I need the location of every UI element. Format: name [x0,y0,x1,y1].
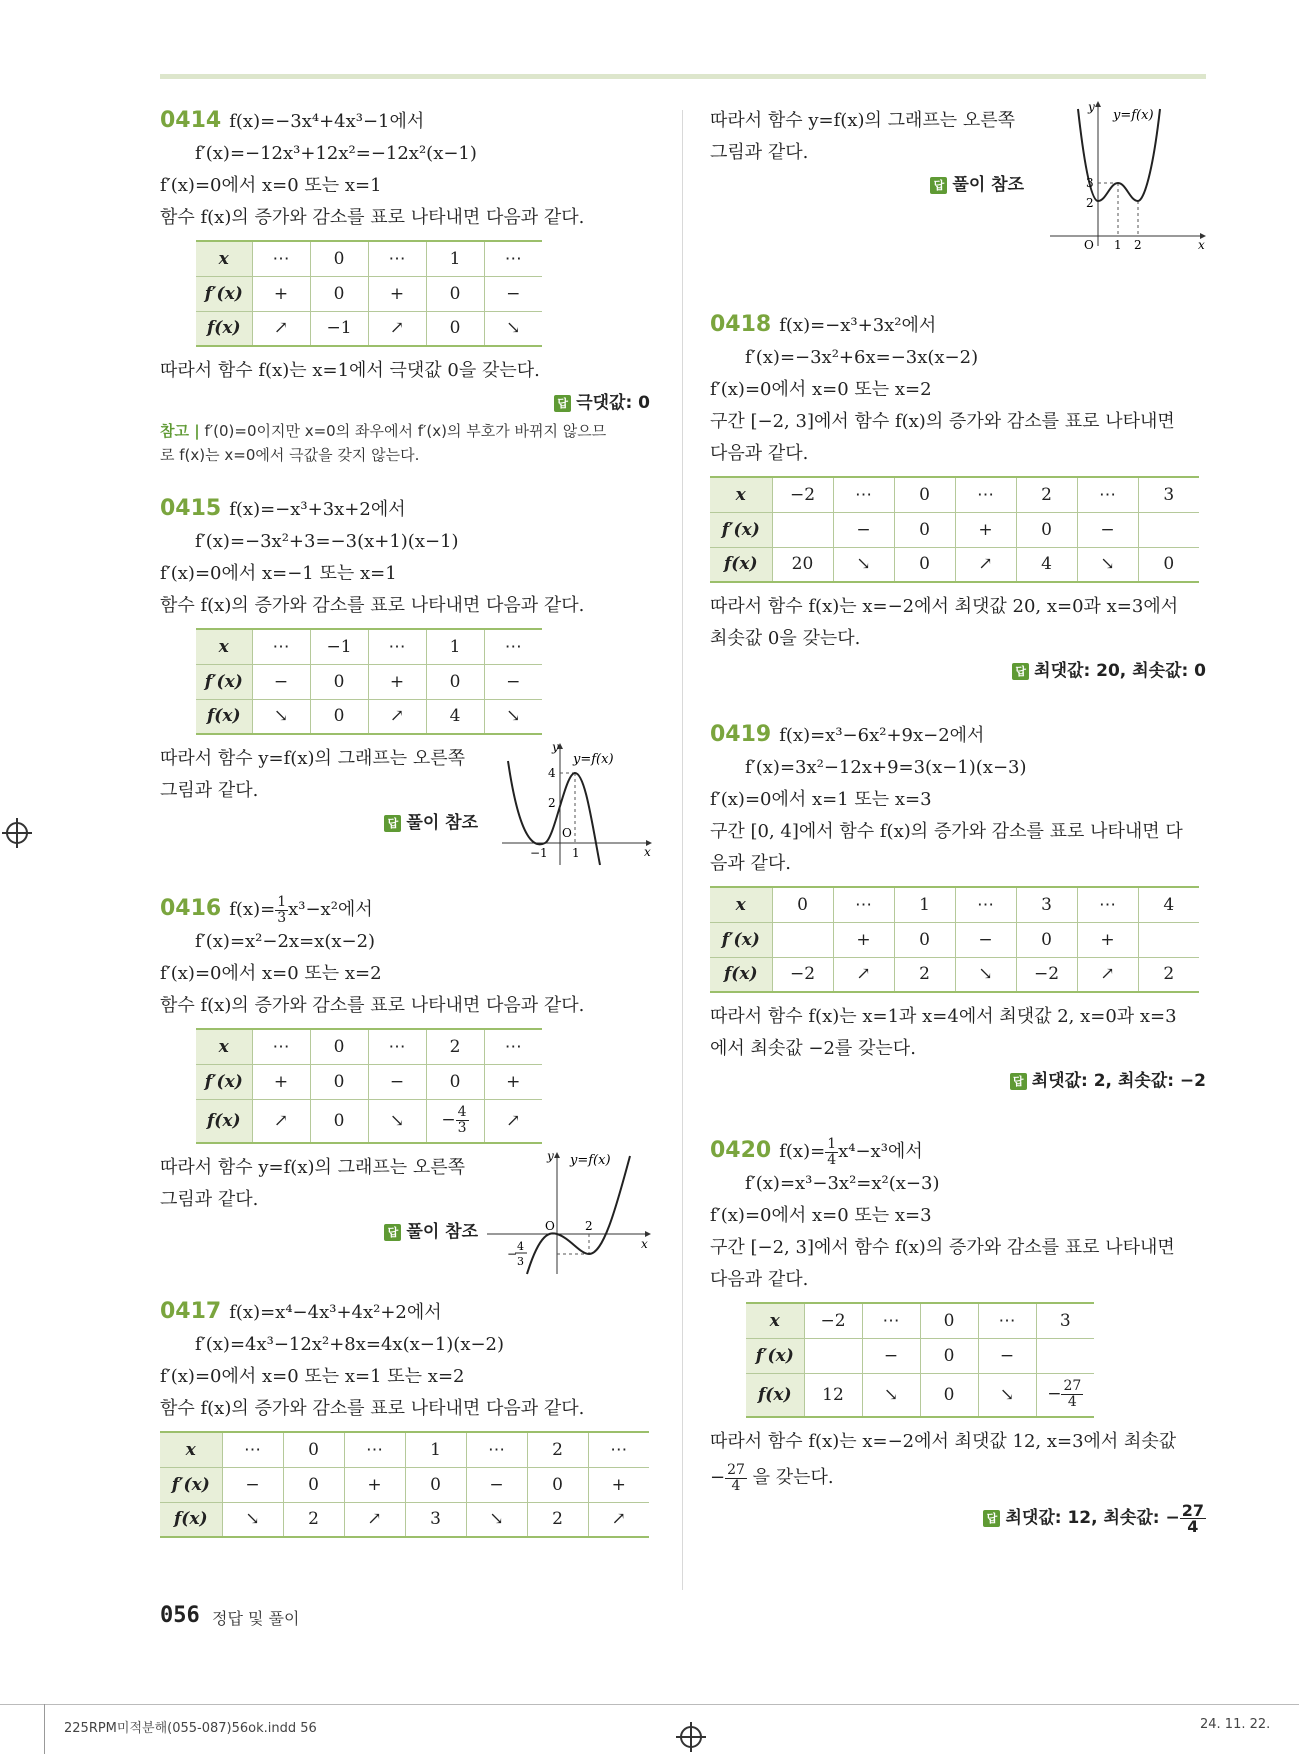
table-cell: + [252,1064,310,1099]
zeros-line: f′(x)=0에서 x=0 또는 x=1 또는 x=2 [160,1366,465,1387]
intro-line: 함수 f(x)의 증가와 감소를 표로 나타내면 다음과 같다. [160,995,585,1016]
min-value-cell: − $\frac{4}{3}$ [426,1099,484,1143]
svg-text:O: O [562,826,572,840]
table-cell: ⋯ [484,1029,542,1064]
conclusion-line-2: 그림과 같다. [710,142,809,163]
svg-text:3: 3 [1086,176,1094,190]
table-cell: ⋯ [252,241,310,276]
variation-table [160,1431,649,1538]
fraction: $\frac{1}{4}$ [827,1135,837,1168]
table-cell: 0 [283,1467,344,1502]
table-cell [772,512,833,547]
registration-mark-icon [680,1726,702,1748]
table-cell: ⋯ [252,629,310,664]
table-cell: − [466,1467,527,1502]
table-cell: 2 [426,1029,484,1064]
svg-text:x: x [644,845,651,859]
table-cell: x [710,887,772,922]
svg-text:O: O [545,1219,555,1233]
table-cell: 0 [894,547,955,582]
table-cell: ⋯ [862,1303,920,1338]
table-cell: 0 [894,477,955,512]
section-label: 정답 및 풀이 [212,1609,300,1628]
table-cell: + [368,664,426,699]
zeros-line: f′(x)=0에서 x=0 또는 x=3 [710,1205,932,1226]
svg-text:1: 1 [1114,238,1122,252]
crop-tick [44,1704,45,1754]
table-cell: f′(x) [160,1467,222,1502]
answer: 답 극댓값: 0 [160,387,650,419]
svg-text:y: y [1088,100,1095,114]
problem-number: 0415 [160,496,222,521]
table-cell: ⋯ [833,887,894,922]
problem-number: 0419 [710,722,772,747]
svg-text:2: 2 [585,1219,593,1233]
page-number: 056 [160,1603,200,1628]
table-cell: 2 [1016,477,1077,512]
table-cell: ⋯ [955,887,1016,922]
table-cell: ↘ [833,547,894,582]
table-cell: 0 [772,887,833,922]
table-cell: 3 [1138,477,1199,512]
intro-line-2: 음과 같다. [710,853,791,874]
table-cell: 3 [1036,1303,1094,1338]
table-cell: x [196,1029,252,1064]
svg-text:2: 2 [1086,196,1094,210]
intro-line: 함수 f(x)의 증가와 감소를 표로 나타내면 다음과 같다. [160,595,585,616]
svg-text:y: y [547,1149,554,1163]
table-cell: + [344,1467,405,1502]
svg-text:x: x [641,1237,648,1251]
svg-text:y=f(x): y=f(x) [1113,108,1154,123]
table-cell: ↗ [368,699,426,734]
table-cell: − [222,1467,283,1502]
table-cell: ↗ [955,547,1016,582]
table-cell [772,922,833,957]
table-cell: −2 [772,477,833,512]
table-cell: ⋯ [368,629,426,664]
table-cell: ↗ [1077,957,1138,992]
graph-0416 [485,1149,650,1277]
table-cell: ↘ [252,699,310,734]
variation-table [196,1028,542,1144]
table-cell: − [484,664,542,699]
problem-header: f(x)=−3x⁴+4x³−1에서 [229,111,425,132]
conclusion-line: 따라서 함수 y=f(x)의 그래프는 오른쪽 [710,110,1016,131]
table-cell: + [588,1467,649,1502]
variation-table [196,628,542,735]
table-cell: ↘ [484,311,542,346]
crop-line [0,1704,1299,1705]
table-cell: f(x) [196,1099,252,1143]
table-cell: ⋯ [368,241,426,276]
table-cell: 0 [405,1467,466,1502]
table-cell: 0 [310,664,368,699]
table-cell [1138,512,1199,547]
variation-table [746,1302,1094,1418]
table-cell: ↘ [955,957,1016,992]
graph-0415 [500,740,651,868]
intro-line: 함수 f(x)의 증가와 감소를 표로 나타내면 다음과 같다. [160,207,585,228]
conclusion-line: 따라서 함수 f(x)는 x=1에서 극댓값 0을 갖는다. [160,360,540,381]
intro-line-2: 다음과 같다. [710,1269,809,1290]
table-cell: − [252,664,310,699]
table-cell: ↘ [1077,547,1138,582]
table-cell: f(x) [196,311,252,346]
table-cell: f(x) [710,957,772,992]
table-cell: 2 [283,1502,344,1537]
table-cell: −2 [772,957,833,992]
intro-line: 구간 [−2, 3]에서 함수 f(x)의 증가와 감소를 표로 나타내면 [710,411,1175,432]
top-rule [160,74,1206,79]
answer-icon: 답 [554,395,571,412]
table-cell: 0 [527,1467,588,1502]
conclusion-line-2: − $\frac{27}{4}$ 을 갖는다. [710,1461,834,1494]
table-cell: + [955,512,1016,547]
table-cell: ↘ [484,699,542,734]
problem-0415 [160,493,650,873]
table-cell: f′(x) [746,1338,804,1373]
table-cell: ↗ [252,1099,310,1143]
svg-text:O: O [1084,238,1094,252]
table-cell: 4 [426,699,484,734]
fraction: $\frac{1}{3}$ [277,893,287,926]
derivative-line: f′(x)=−12x³+12x²=−12x²(x−1) [195,143,477,164]
derivative-line: f′(x)=4x³−12x²+8x=4x(x−1)(x−2) [195,1334,505,1355]
table-cell: − [1077,512,1138,547]
table-cell: 0 [310,699,368,734]
table-cell: 0 [426,276,484,311]
table-cell: − [862,1338,920,1373]
table-cell: f′(x) [196,664,252,699]
table-cell: ⋯ [252,1029,310,1064]
problem-0417 [160,1296,650,1538]
svg-text:y=f(x): y=f(x) [573,752,614,767]
table-cell: ⋯ [484,629,542,664]
zeros-line: f′(x)=0에서 x=0 또는 x=1 [160,175,382,196]
answer: 답 풀이 참조 [710,169,1024,201]
conclusion-line-2: 최솟값 0을 갖는다. [710,628,861,649]
table-cell: f′(x) [196,276,252,311]
problem-number: 0417 [160,1299,222,1324]
table-cell: 0 [894,512,955,547]
svg-text:4: 4 [548,766,556,780]
table-cell: −1 [310,311,368,346]
derivative-line: f′(x)=−3x²+6x=−3x(x−2) [745,347,979,368]
answer-icon: 답 [1012,663,1029,680]
intro-line-2: 다음과 같다. [710,443,809,464]
problem-number: 0420 [710,1138,772,1163]
conclusion-line: 따라서 함수 f(x)는 x=−2에서 최댓값 20, x=0과 x=3에서 [710,596,1179,617]
table-cell: 1 [405,1432,466,1467]
problem-header: f(x)=−x³+3x²에서 [779,315,937,336]
table-cell: − [368,1064,426,1099]
table-cell: 1 [894,887,955,922]
table-cell: ⋯ [1077,477,1138,512]
table-cell: ↘ [978,1373,1036,1417]
table-cell: 0 [426,664,484,699]
table-cell: 0 [920,1303,978,1338]
table-cell: + [833,922,894,957]
problem-0419 [710,719,1206,1097]
answer-icon: 답 [384,815,401,832]
conclusion-line: 따라서 함수 y=f(x)의 그래프는 오른쪽 [160,748,466,769]
table-cell: 0 [310,1064,368,1099]
table-cell: f(x) [160,1502,222,1537]
column-divider [682,110,683,1590]
variation-table [196,240,542,347]
table-cell: −2 [1016,957,1077,992]
intro-line: 함수 f(x)의 증가와 감소를 표로 나타내면 다음과 같다. [160,1398,585,1419]
svg-text:2: 2 [1134,238,1142,252]
answer: 답 최댓값: 2, 최솟값: −2 [710,1065,1206,1097]
svg-text:3: 3 [517,1255,524,1268]
table-cell: 0 [426,311,484,346]
table-cell: 1 [426,629,484,664]
left-column [160,105,650,1546]
table-cell: ⋯ [368,1029,426,1064]
table-cell: 4 [1138,887,1199,922]
table-cell: ↗ [344,1502,405,1537]
answer-icon: 답 [1010,1073,1027,1090]
answer-icon: 답 [930,177,947,194]
table-cell: + [368,276,426,311]
table-cell: 0 [1016,512,1077,547]
table-cell: 3 [1016,887,1077,922]
table-cell: f′(x) [710,512,772,547]
table-cell: ⋯ [955,477,1016,512]
table-cell: ⋯ [588,1432,649,1467]
table-cell: −1 [310,629,368,664]
table-cell: f′(x) [196,1064,252,1099]
table-cell: f′(x) [710,922,772,957]
svg-text:−: − [507,1247,518,1261]
table-cell [1138,922,1199,957]
derivative-line: f′(x)=x²−2x=x(x−2) [195,931,376,952]
file-info: 225RPM미적분해(055-087)56ok.indd 56 [64,1721,317,1736]
table-cell: f(x) [746,1373,804,1417]
svg-text:y: y [552,740,559,754]
problem-0420: 0420 f(x)= $\frac{1}{4}$ x⁴−x³에서 f′(x)=x³−3x²=x²(x−3) f′(x)=0에서 x=0 또는 x=3 구간 [−2, 3]에서 함수 f(x)의 증가와 감소를 표로 나타내면 다음과 같다. x −2 ⋯ 0 ⋯ 3 f′(x) − 0 − f(x) 12 ↘ 0 ↘ − $\frac{27}{4}$ 따라서 함수 f(x)는 x=−2에서 최댓값 12, x=3에서 최솟값 − $\frac{27}{4}$ 을 갖는다. 답 최댓값: 12, 최솟값: − $\frac{27}{4}$ [710,1135,1204,1536]
svg-text:4: 4 [517,1240,524,1253]
table-cell: ↗ [252,311,310,346]
table-cell: ⋯ [1077,887,1138,922]
note-cont: 로 f(x)는 x=0에서 극값을 갖지 않는다. [160,446,420,464]
problem-header: f(x)=x³−6x²+9x−2에서 [779,725,985,746]
table-cell: 0 [920,1373,978,1417]
answer: 답 최댓값: 12, 최솟값: − $\frac{27}{4}$ [710,1502,1206,1534]
table-cell: x [710,477,772,512]
registration-mark-icon [6,822,28,844]
table-cell: ↗ [484,1099,542,1143]
table-cell: 0 [920,1338,978,1373]
svg-text:y=f(x): y=f(x) [570,1153,611,1168]
table-cell: ⋯ [833,477,894,512]
answer: 답 풀이 참조 [160,1216,478,1248]
table-cell: 0 [894,922,955,957]
note: 참고 | f′(0)=0이지만 x=0의 좌우에서 f′(x)의 부호가 바뀌지 않으므 [160,422,607,440]
table-cell: f(x) [196,699,252,734]
table-cell: f(x) [710,547,772,582]
table-cell: 2 [527,1432,588,1467]
table-cell: 0 [310,1029,368,1064]
zeros-line: f′(x)=0에서 x=0 또는 x=2 [710,379,932,400]
table-cell: − [833,512,894,547]
problem-number: 0416 [160,896,222,921]
conclusion-line: 따라서 함수 f(x)는 x=−2에서 최댓값 12, x=3에서 최솟값 [710,1431,1177,1452]
table-cell: 0 [1138,547,1199,582]
table-cell: ⋯ [978,1303,1036,1338]
table-cell: ↘ [862,1373,920,1417]
conclusion-line-2: 그림과 같다. [160,1189,259,1210]
table-cell: ↗ [368,311,426,346]
answer-icon: 답 [384,1224,401,1241]
table-cell: ⋯ [344,1432,405,1467]
table-cell [1036,1338,1094,1373]
table-cell: 0 [310,1099,368,1143]
table-cell: ↗ [833,957,894,992]
table-cell: ↘ [466,1502,527,1537]
table-cell: 0 [310,276,368,311]
problem-number: 0414 [160,108,222,133]
table-cell: x [196,629,252,664]
zeros-line: f′(x)=0에서 x=1 또는 x=3 [710,789,932,810]
derivative-line: f′(x)=−3x²+3=−3(x+1)(x−1) [195,531,459,552]
table-cell: x [160,1432,222,1467]
table-cell: − [955,922,1016,957]
table-cell: − [978,1338,1036,1373]
table-cell: ↘ [222,1502,283,1537]
problem-header: f(x)=x⁴−4x³+4x²+2에서 [229,1302,442,1323]
problem-0416: 0416 f(x)= $\frac{1}{3}$ x³−x²에서 f′(x)=x²−2x=x(x−2) f′(x)=0에서 x=0 또는 x=2 함수 f(x)의 증가와 감소를 표로 나타내면 다음과 같다. x ⋯ 0 ⋯ 2 ⋯ f′(x) + 0 − 0 + f(x) ↗ 0 ↘ − $\frac{4}{3}$ ↗ 따라서 함수 y=f(x)의 그래프는 오른쪽 그림과 같다. 답 풀이 참조 y x y=f(x) O 2 − 4 3 [160,893,650,1282]
right-column [710,100,1206,1536]
table-cell: 20 [772,547,833,582]
table-cell: − [484,276,542,311]
answer: 답 풀이 참조 [160,807,478,839]
problem-0418 [710,309,1206,687]
svg-text:2: 2 [548,796,556,810]
table-cell: 1 [426,241,484,276]
table-cell: 0 [1016,922,1077,957]
table-cell: 2 [1138,957,1199,992]
derivative-line: f′(x)=x³−3x²=x²(x−3) [745,1173,940,1194]
min-value-cell: − $\frac{27}{4}$ [1036,1373,1094,1417]
table-cell: ↘ [368,1099,426,1143]
table-cell: 0 [310,241,368,276]
variation-table [710,886,1199,993]
conclusion-line-2: 그림과 같다. [160,780,259,801]
intro-line: 구간 [−2, 3]에서 함수 f(x)의 증가와 감소를 표로 나타내면 [710,1237,1175,1258]
answer-icon: 답 [983,1510,1000,1527]
table-cell: ↗ [588,1502,649,1537]
table-cell: 12 [804,1373,862,1417]
table-cell: + [484,1064,542,1099]
table-cell: 2 [527,1502,588,1537]
svg-text:1: 1 [572,846,580,860]
problem-number: 0418 [710,312,772,337]
table-cell: 0 [426,1064,484,1099]
problem-0414 [160,105,650,467]
intro-line: 구간 [0, 4]에서 함수 f(x)의 증가와 감소를 표로 나타내면 다 [710,821,1183,842]
table-cell [804,1338,862,1373]
table-cell: −2 [804,1303,862,1338]
print-date: 24. 11. 22. [1200,1717,1271,1732]
derivative-line: f′(x)=3x²−12x+9=3(x−1)(x−3) [745,757,1027,778]
table-cell: ⋯ [484,241,542,276]
conclusion-line: 따라서 함수 f(x)는 x=1과 x=4에서 최댓값 2, x=0과 x=3 [710,1006,1177,1027]
zeros-line: f′(x)=0에서 x=−1 또는 x=1 [160,563,397,584]
variation-table [710,476,1199,583]
zeros-line: f′(x)=0에서 x=0 또는 x=2 [160,963,382,984]
table-cell: 4 [1016,547,1077,582]
problem-0417-continued [710,100,1206,285]
conclusion-line-2: 에서 최솟값 −2를 갖는다. [710,1038,916,1059]
table-cell: x [746,1303,804,1338]
table-cell: ⋯ [466,1432,527,1467]
table-cell: 2 [894,957,955,992]
table-cell: + [1077,922,1138,957]
svg-text:−1: −1 [530,846,548,860]
table-cell: 3 [405,1502,466,1537]
answer: 답 최댓값: 20, 최솟값: 0 [710,655,1206,687]
conclusion-line: 따라서 함수 y=f(x)의 그래프는 오른쪽 [160,1157,466,1178]
graph-0417 [1048,101,1206,251]
problem-header: f(x)=−x³+3x+2에서 [229,499,406,520]
table-cell: ⋯ [222,1432,283,1467]
svg-text:x: x [1198,238,1205,252]
table-cell: 0 [283,1432,344,1467]
table-cell: + [252,276,310,311]
table-cell: x [196,241,252,276]
